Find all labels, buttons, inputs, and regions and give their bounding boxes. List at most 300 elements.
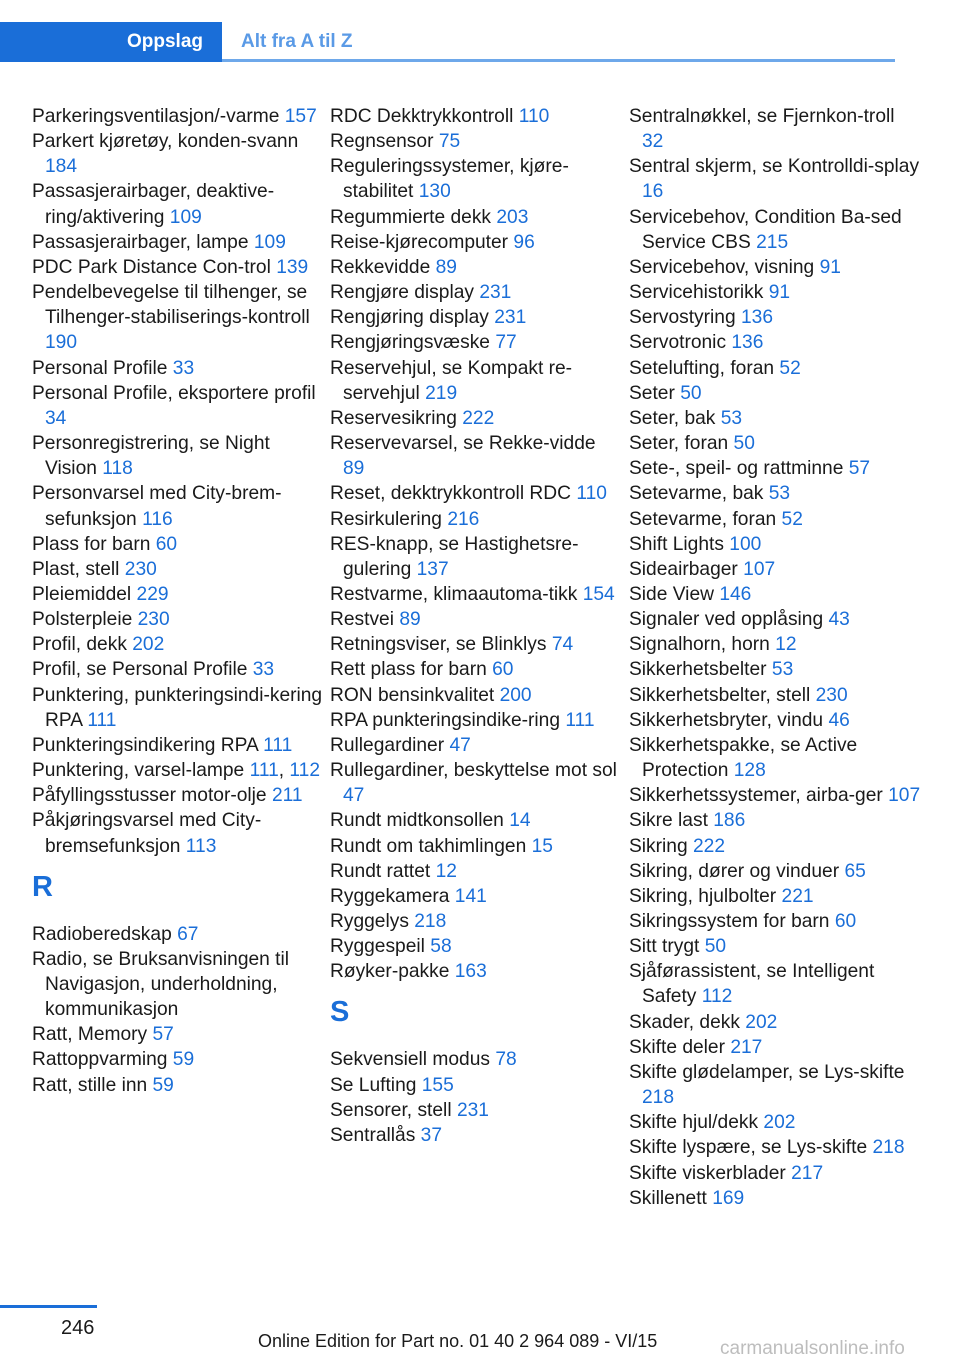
index-entry-text: Seter, bak — [629, 407, 716, 429]
index-entry — [330, 129, 622, 154]
index-entry — [32, 1047, 324, 1072]
footer-divider — [0, 1305, 97, 1308]
index-entry — [330, 330, 622, 355]
index-entry — [629, 708, 921, 733]
page-link[interactable]: 110 — [576, 483, 607, 505]
index-entry-text: Sikkerhetsbelter — [629, 659, 767, 681]
index-entry — [32, 922, 324, 947]
index-entry-text: Rett plass for barn — [330, 659, 487, 681]
index-entry-text: Ratt, Memory — [32, 1024, 148, 1046]
index-entry-text: Setevarme, bak — [629, 483, 764, 505]
page-link[interactable]: 109 — [253, 231, 286, 253]
index-entry — [629, 154, 921, 204]
index-entry-text: Sensorer, stell — [330, 1099, 452, 1121]
page-link[interactable]: 34 — [45, 407, 67, 429]
index-entry — [629, 582, 921, 607]
page-link[interactable]: 231 — [494, 307, 527, 329]
index-entry-text: Sikkerhetsbelter, stell — [629, 684, 811, 706]
index-entry-text: Reservevarsel, se Rekke-vidde — [330, 433, 596, 455]
index-entry — [629, 305, 921, 330]
index-entry — [629, 557, 921, 582]
index-entry-text: Reise-kjørecomputer — [330, 231, 509, 253]
index-entry — [629, 1010, 921, 1035]
index-entry-text: Parkeringsventilasjon/-varme — [32, 106, 280, 127]
page-link[interactable]: 215 — [756, 231, 789, 253]
index-entry-text: Se Lufting — [330, 1074, 417, 1096]
page-link[interactable]: 77 — [495, 332, 517, 354]
index-entry — [330, 1047, 622, 1072]
index-entry — [32, 481, 324, 531]
index-entry-text: Passasjerairbager, lampe — [32, 231, 249, 253]
page-link[interactable]: 15 — [531, 835, 553, 857]
index-entry-text: Påkjøringsvarsel med City-bremsefunksjon — [32, 810, 262, 857]
index-entry-text: Servicehistorikk — [629, 282, 764, 304]
index-entry-text: Sikkerhetsbryter, vindu — [629, 709, 824, 731]
index-entry — [32, 947, 324, 1022]
index-entry-text: Personal Profile, eksportere profil — [32, 382, 316, 404]
header-divider — [222, 59, 895, 62]
index-entry — [629, 909, 921, 934]
index-entry-text: Punktering, punkteringsindi-kering RPA — [32, 684, 323, 731]
index-entry-text: Servicebehov, Condition Ba-sed Service CBS — [629, 206, 902, 253]
page-link[interactable]: 33 — [252, 659, 275, 681]
index-entry-text: Sentral skjerm, se Kontrolldi-splay — [629, 156, 920, 178]
index-entry-text: Setelufting, foran — [629, 357, 775, 379]
page-link[interactable]: 136 — [731, 332, 764, 354]
index-entry-text: Seter, foran — [629, 433, 729, 455]
page-link[interactable]: 59 — [172, 1049, 195, 1071]
page-link[interactable]: 91 — [768, 282, 791, 304]
page-link[interactable]: 184 — [45, 156, 78, 178]
index-entry-text: Restvei — [330, 609, 394, 631]
page-link[interactable]: 157 — [284, 106, 317, 127]
index-entry — [629, 255, 921, 280]
index-entry-text: Punktering, varsel-lampe — [32, 760, 245, 782]
index-entry-text: Rundt rattet — [330, 860, 431, 882]
index-entry-text: Radioberedskap — [32, 923, 172, 945]
index-entry — [629, 808, 921, 833]
page-link[interactable]: 222 — [693, 835, 726, 857]
index-entry — [629, 733, 921, 783]
page-link[interactable]: 139 — [276, 256, 309, 278]
page-link[interactable]: 219 — [425, 382, 458, 404]
index-entry — [330, 230, 622, 255]
page-link[interactable]: 107 — [743, 558, 776, 580]
page-link[interactable]: 155 — [421, 1074, 454, 1096]
page-link[interactable]: 89 — [399, 609, 421, 631]
index-entry — [629, 104, 921, 154]
index-entry — [330, 959, 622, 984]
page-link[interactable]: 78 — [495, 1049, 517, 1071]
page-link[interactable]: 128 — [733, 760, 766, 782]
page-link[interactable]: 218 — [872, 1137, 905, 1159]
page-link[interactable]: 136 — [740, 307, 773, 329]
index-entry — [330, 607, 622, 632]
page-link[interactable]: 96 — [513, 231, 535, 253]
index-entry — [629, 859, 921, 884]
index-entry-text: Reservehjul, se Kompakt re-servehjul — [330, 357, 573, 404]
page-link[interactable]: 58 — [430, 936, 452, 958]
tab-alt-fra-a-til-z[interactable]: Alt fra A til Z — [241, 31, 353, 52]
index-entry-text: Sekvensiell modus — [330, 1049, 490, 1071]
page-link[interactable]: 67 — [177, 923, 199, 945]
edition-note: Online Edition for Part no. 01 40 2 964 089 - VI/15 — [258, 1331, 658, 1351]
index-entry-text: Reset, dekktrykkontroll RDC — [330, 483, 571, 505]
page-link[interactable]: 43 — [828, 609, 850, 631]
index-entry-text: Resirkulering — [330, 508, 442, 530]
index-entry — [629, 456, 921, 481]
page-link[interactable]: 203 — [496, 206, 529, 228]
page-link[interactable]: 89 — [343, 458, 365, 480]
index-entry — [330, 834, 622, 859]
index-entry — [330, 532, 622, 582]
page-link[interactable]: 202 — [132, 634, 165, 656]
page-link[interactable]: 216 — [447, 508, 480, 530]
page-link[interactable]: 50 — [733, 433, 755, 455]
index-entry — [629, 657, 921, 682]
index-entry-text: Påfyllingsstusser motor-olje — [32, 785, 267, 807]
page-link[interactable]: 137 — [416, 558, 449, 580]
index-entry-text: Sentralnøkkel, se Fjernkon-troll — [629, 106, 895, 127]
page-link[interactable]: 14 — [509, 810, 531, 832]
index-entry-text: Rullegardiner, beskyttelse mot sol — [330, 760, 617, 782]
index-entry-text: Rengjøringsvæske — [330, 332, 490, 354]
index-entry — [629, 280, 921, 305]
index-entry-text: RES-knapp, se Hastighetsre-gulering — [330, 533, 579, 580]
page-link[interactable]: 100 — [729, 533, 762, 555]
index-entry-text: Skifte viskerblader — [629, 1162, 786, 1184]
index-entry — [629, 381, 921, 406]
index-entry-text: Servicebehov, visning — [629, 256, 815, 278]
index-column-2 — [330, 104, 622, 1148]
index-entry — [629, 1035, 921, 1060]
index-entry — [330, 859, 622, 884]
header-tabbar — [0, 22, 895, 62]
index-entry — [629, 959, 921, 1009]
index-entry — [32, 783, 324, 808]
index-entry — [330, 305, 622, 330]
index-entry — [330, 758, 622, 808]
page-link[interactable]: 169 — [712, 1187, 745, 1209]
page-link[interactable]: 37 — [420, 1124, 443, 1146]
index-entry-text: Personregistrering, se Night Vision — [32, 433, 270, 480]
index-entry-text: Regnsensor — [330, 131, 434, 153]
index-entry — [32, 431, 324, 481]
page-link[interactable]: 32 — [642, 131, 664, 153]
page-link[interactable]: 16 — [642, 181, 664, 203]
index-entry-text: Polsterpleie — [32, 609, 133, 631]
page-link[interactable]: 50 — [680, 382, 702, 404]
index-entry-text: Parkert kjøretøy, konden-svann — [32, 131, 299, 153]
page-link[interactable]: 52 — [779, 357, 801, 379]
index-entry-text: Shift Lights — [629, 533, 724, 555]
index-entry-text: Skillenett — [629, 1187, 707, 1209]
index-entry-text: Sikringssystem for barn — [629, 911, 830, 932]
index-entry — [330, 909, 622, 934]
index-entry-text: Rekkevidde — [330, 256, 431, 278]
index-entry: Punktering, varsel-lampe 111, 112 — [32, 760, 321, 782]
index-entry-text: Plast, stell — [32, 558, 120, 580]
index-entry-text: Sikring, hjulbolter — [629, 885, 777, 907]
page-link[interactable]: 53 — [768, 483, 791, 505]
page-link[interactable]: 60 — [155, 533, 178, 555]
page-link[interactable]: 111 — [87, 709, 117, 731]
page-link[interactable]: 200 — [499, 684, 532, 706]
index-entry — [32, 632, 324, 657]
index-entry — [32, 582, 324, 607]
page-link[interactable]: 217 — [791, 1162, 824, 1184]
index-entry — [330, 1098, 622, 1123]
index-entry — [629, 356, 921, 381]
index-entry-text: Reguleringssystemer, kjøre-stabilitet — [330, 156, 569, 203]
page-link[interactable]: 53 — [771, 659, 794, 681]
index-entry — [330, 356, 622, 406]
index-entry — [330, 431, 622, 481]
index-entry-text: Skifte hjul/dekk — [629, 1112, 759, 1134]
index-entry — [330, 104, 622, 129]
index-column-1 — [32, 104, 324, 1098]
index-entry — [629, 834, 921, 859]
index-entry — [629, 1135, 921, 1160]
index-column-3 — [629, 104, 921, 1211]
index-entry-text: Rullegardiner — [330, 734, 445, 756]
index-entry — [629, 330, 921, 355]
index-entry-text: RON bensinkvalitet — [330, 684, 495, 706]
index-entry-text: Pleiemiddel — [32, 583, 132, 605]
index-entry-text: Ryggekamera — [330, 885, 450, 907]
page-link[interactable]: 111 — [249, 760, 279, 782]
index-entry — [330, 1123, 622, 1148]
index-entry — [32, 255, 324, 280]
page-link[interactable]: 89 — [435, 256, 457, 278]
index-entry — [330, 205, 622, 230]
section-letter: R — [32, 870, 53, 903]
section-letter: S — [330, 996, 350, 1029]
page-link[interactable]: 217 — [730, 1036, 763, 1058]
page-link[interactable]: 190 — [45, 332, 78, 354]
page-link[interactable]: 110 — [518, 106, 550, 127]
index-entry — [629, 884, 921, 909]
page-link[interactable]: 202 — [763, 1112, 796, 1134]
page-link[interactable]: 60 — [834, 911, 857, 932]
page-link[interactable]: 186 — [713, 810, 746, 832]
index-entry-text: Personal Profile — [32, 357, 168, 379]
index-entry-text: Passasjerairbager, deaktive-ring/aktivering — [32, 181, 275, 228]
page-link[interactable]: 112 — [289, 760, 321, 782]
page-link[interactable]: 218 — [414, 911, 447, 932]
index-entry-text: Skifte glødelamper, se Lys-skifte — [629, 1061, 905, 1083]
tab-oppslag[interactable]: Oppslag — [0, 22, 222, 62]
index-entry — [32, 1073, 324, 1098]
index-entry-text: Profil, se Personal Profile — [32, 659, 248, 681]
index-entry-text: Sikring, dører og vinduer — [629, 860, 840, 882]
index-entry-text: Setevarme, foran — [629, 508, 777, 530]
index-entry — [629, 481, 921, 506]
index-entry — [330, 632, 622, 657]
index-entry — [32, 356, 324, 381]
index-entry-text: Plass for barn — [32, 533, 151, 555]
index-entry-text: Skifte lyspære, se Lys-skifte — [629, 1137, 868, 1159]
index-entry-text: Rattoppvarming — [32, 1049, 168, 1071]
index-entry — [330, 481, 622, 506]
page-number: 246 — [61, 1317, 95, 1339]
index-entry — [330, 255, 622, 280]
page-link[interactable]: 231 — [456, 1099, 489, 1121]
index-entry — [629, 1060, 921, 1110]
page-link[interactable]: 141 — [454, 885, 487, 907]
index-entry — [629, 1161, 921, 1186]
index-entry-text: RPA punkteringsindike-ring — [330, 709, 561, 731]
watermark: carmanualsonline.info — [720, 1338, 905, 1359]
index-entry — [32, 607, 324, 632]
index-entry — [330, 934, 622, 959]
index-entry-text: Signaler ved opplåsing — [629, 609, 824, 631]
index-entry — [330, 657, 622, 682]
page-link[interactable]: 12 — [435, 860, 457, 882]
page-link[interactable]: 230 — [815, 684, 848, 706]
index-entry-text: Regummierte dekk — [330, 206, 492, 228]
index-entry-text: Skader, dekk — [629, 1011, 740, 1033]
index-entry-text: Sikring — [629, 835, 688, 857]
index-entry-text: Sikre last — [629, 810, 708, 832]
index-entry-text: Rengjøring display — [330, 307, 489, 329]
page-link[interactable]: 60 — [492, 659, 514, 681]
index-entry-text: Sentrallås — [330, 1124, 416, 1146]
index-entry-text: Servostyring — [629, 307, 736, 329]
page-link[interactable]: 222 — [462, 407, 495, 429]
page-link[interactable]: 111 — [263, 734, 293, 756]
index-entry — [330, 507, 622, 532]
page-link[interactable]: 46 — [828, 709, 850, 731]
index-entry — [330, 154, 622, 204]
index-entry — [32, 230, 324, 255]
index-entry — [32, 557, 324, 582]
page-link[interactable]: 130 — [418, 181, 451, 203]
page-link[interactable]: 221 — [781, 885, 814, 907]
page-link[interactable]: 109 — [169, 206, 202, 228]
index-entry — [629, 205, 921, 255]
index-entry — [629, 431, 921, 456]
index-entry-text: Profil, dekk — [32, 634, 127, 656]
page-link[interactable]: 163 — [454, 961, 487, 983]
index-entry-text: Rengjøre display — [330, 282, 474, 304]
index-entry — [32, 733, 324, 758]
index-entry-text: PDC Park Distance Con-trol — [32, 256, 271, 278]
index-entry-text: Personvarsel med City-brem-sefunksjon — [32, 483, 282, 530]
page-link[interactable]: 230 — [124, 558, 157, 580]
index-entry — [629, 783, 921, 808]
page-link[interactable]: 230 — [137, 609, 170, 631]
index-entry-text: Side View — [629, 583, 714, 605]
page-link[interactable]: 107 — [888, 785, 921, 807]
page-link[interactable]: 33 — [172, 357, 195, 379]
page-link[interactable]: 47 — [449, 734, 471, 756]
index-entry — [330, 280, 622, 305]
index-entry — [629, 532, 921, 557]
index-entry — [32, 1022, 324, 1047]
page-link[interactable]: 116 — [142, 508, 173, 530]
page-link[interactable]: 91 — [819, 256, 841, 278]
page-link[interactable]: 118 — [102, 458, 133, 480]
index-entry — [629, 1186, 921, 1211]
index-entry-text: Servotronic — [629, 332, 727, 354]
index-entry — [629, 507, 921, 532]
page-link[interactable]: 50 — [704, 936, 727, 958]
index-entry-text: Seter — [629, 382, 675, 404]
index-entry — [32, 104, 324, 129]
index-entry-text: Sideairbager — [629, 558, 738, 580]
index-entry-text: Retningsviser, se Blinklys — [330, 634, 547, 656]
index-entry — [330, 708, 622, 733]
index-entry-text: Sjåførassistent, se Intelligent Safety — [629, 961, 875, 1008]
page-link[interactable]: 57 — [848, 458, 871, 480]
index-entry — [629, 406, 921, 431]
page-link[interactable]: 154 — [582, 583, 615, 605]
page-link[interactable]: 59 — [152, 1074, 174, 1096]
index-entry-text: Pendelbevegelse til tilhenger, se Tilhenger-stabiliserings-kontroll — [32, 282, 310, 329]
index-entry — [330, 808, 622, 833]
index-entry — [629, 934, 921, 959]
index-entry — [629, 1110, 921, 1135]
page-link[interactable]: 202 — [745, 1011, 778, 1033]
page-link[interactable]: 65 — [844, 860, 866, 882]
index-entry-text: Sete-, speil- og rattminne — [629, 458, 844, 480]
page-link[interactable]: 53 — [720, 407, 743, 429]
page-link[interactable]: 211 — [271, 785, 303, 807]
index-entry — [330, 582, 622, 607]
index-entry-text: Røyker-pakke — [330, 961, 450, 983]
index-entry — [629, 683, 921, 708]
page-link[interactable]: 229 — [136, 583, 169, 605]
page-link[interactable]: 218 — [642, 1087, 675, 1109]
page-link[interactable]: 113 — [185, 835, 217, 857]
index-entry-text: Rundt midtkonsollen — [330, 810, 504, 832]
index-entry-text: Reservesikring — [330, 407, 457, 429]
index-entry-text: Ryggespeil — [330, 936, 425, 958]
index-entry — [32, 280, 324, 355]
page-link[interactable]: 57 — [152, 1024, 174, 1046]
index-entry — [32, 129, 324, 179]
index-entry-text: Sikkerhetspakke, se Active Protection — [629, 734, 858, 782]
index-entry-text: Skifte deler — [629, 1036, 725, 1058]
index-entry-text: Ratt, stille inn — [32, 1074, 148, 1096]
index-entry-text: Punkteringsindikering RPA — [32, 734, 258, 756]
index-entry — [330, 733, 622, 758]
page-link[interactable]: 52 — [781, 508, 803, 530]
index-entry — [629, 632, 921, 657]
index-entry — [330, 406, 622, 431]
index-entry — [32, 657, 324, 682]
index-entry — [32, 179, 324, 229]
page-link[interactable]: 47 — [343, 785, 365, 807]
page-link[interactable]: 146 — [719, 583, 752, 605]
page-link[interactable]: 231 — [479, 282, 512, 304]
index-entry-text: Sikkerhetssystemer, airba-ger — [629, 785, 883, 807]
page-link[interactable]: 74 — [551, 634, 574, 656]
index-entry — [32, 532, 324, 557]
index-entry-text: Rundt om takhimlingen — [330, 835, 527, 857]
page-link[interactable]: 12 — [775, 634, 797, 656]
page-link[interactable]: 111 — [565, 709, 595, 731]
index-entry — [330, 884, 622, 909]
index-entry-text: Sitt trygt — [629, 936, 700, 958]
index-entry-text: Signalhorn, horn — [629, 634, 770, 656]
index-entry-text: Radio, se Bruksanvisningen til Navigasjon, underholdning, kommunikasjon — [32, 948, 290, 1021]
page-link[interactable]: 75 — [438, 131, 461, 153]
index-entry-text: Restvarme, klimaautoma-tikk — [330, 583, 578, 605]
page-link[interactable]: 112 — [701, 986, 733, 1008]
index-entry — [32, 381, 324, 431]
